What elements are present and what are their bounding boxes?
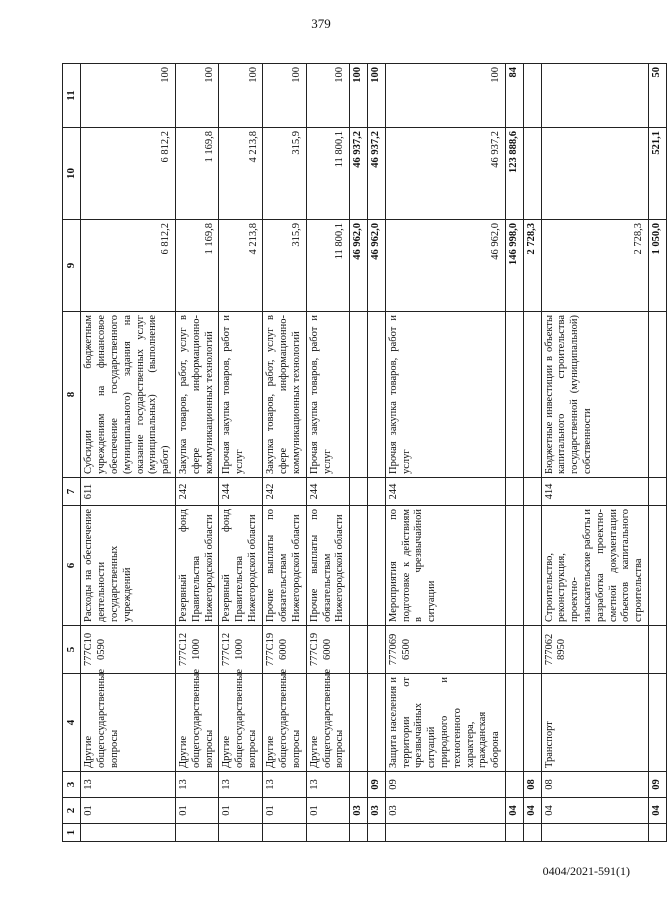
cell-target-code: 777С10 0590 <box>81 626 176 674</box>
cell-actual: 46 937,2 <box>350 128 368 220</box>
cell-target-code <box>505 626 523 674</box>
cell-target-name <box>505 506 523 626</box>
cell-subsection-name <box>648 674 666 772</box>
cell-target-name <box>523 506 541 626</box>
cell-target-code: 777062 8950 <box>541 626 648 674</box>
document-code: 0404/2021-591(1) <box>542 864 630 878</box>
cell-expense-name <box>648 312 666 478</box>
cell-col1 <box>306 824 349 842</box>
cell-expense-type <box>367 478 385 506</box>
cell-subsection: 13 <box>175 772 218 798</box>
cell-planned: 46 962,0 <box>385 220 505 312</box>
cell-expense-type <box>350 478 368 506</box>
cell-planned: 315,9 <box>263 220 306 312</box>
cell-expense-type: 611 <box>81 478 176 506</box>
cell-percent: 100 <box>175 64 218 128</box>
cell-target-code: 777С19 6000 <box>306 626 349 674</box>
table-row <box>175 64 218 842</box>
cell-planned: 11 800,1 <box>306 220 349 312</box>
table-row <box>81 64 176 842</box>
cell-subsection-name: Транспорт <box>541 674 648 772</box>
cell-section: 01 <box>263 798 306 824</box>
cell-subsection: 09 <box>385 772 505 798</box>
cell-target-name: Прочие выплаты по обязательствам Нижегородской области <box>263 506 306 626</box>
cell-percent: 50 <box>648 64 666 128</box>
cell-expense-type: 244 <box>385 478 505 506</box>
cell-expense-name: Субсидии бюджетным учреждениям на финансовое обеспечение государственного (муниципального) задания на оказание государственных услуг (муниципальных) (выполнение работ) <box>81 312 176 478</box>
page-number: 379 <box>311 16 331 31</box>
subsection-total-row <box>648 64 666 842</box>
subsection-total-row <box>523 64 541 842</box>
cell-actual: 11 800,1 <box>306 128 349 220</box>
cell-target-name: Строительство, реконструкция, проектно-изыскательские работы и разработка проектно-сметной документации объектов капитального строительства <box>541 506 648 626</box>
header-cell: 7 <box>63 478 81 506</box>
cell-col1 <box>81 824 176 842</box>
cell-actual: 46 937,2 <box>385 128 505 220</box>
cell-section: 03 <box>350 798 368 824</box>
cell-actual: 6 812,2 <box>81 128 176 220</box>
header-cell: 5 <box>63 626 81 674</box>
cell-expense-name: Прочая закупка товаров, работ и услуг <box>219 312 263 478</box>
cell-col1 <box>367 824 385 842</box>
cell-expense-type: 242 <box>175 478 218 506</box>
cell-subsection-name: Другие общегосударственные вопросы <box>81 674 176 772</box>
cell-target-name: Расходы на обеспечение деятельности государственных учреждений <box>81 506 176 626</box>
cell-target-name <box>367 506 385 626</box>
cell-target-code: 777С12 1000 <box>219 626 263 674</box>
table-row <box>306 64 349 842</box>
budget-table <box>62 63 667 842</box>
cell-expense-type: 242 <box>263 478 306 506</box>
cell-subsection-name: Другие общегосударственные вопросы <box>175 674 218 772</box>
cell-actual: 315,9 <box>263 128 306 220</box>
cell-percent: 100 <box>350 64 368 128</box>
cell-target-code: 777С19 6000 <box>263 626 306 674</box>
cell-target-name: Прочие выплаты по обязательствам Нижегородской области <box>306 506 349 626</box>
cell-planned: 146 998,0 <box>505 220 523 312</box>
cell-actual: 1 169,8 <box>175 128 218 220</box>
cell-expense-type: 244 <box>306 478 349 506</box>
cell-percent: 100 <box>385 64 505 128</box>
cell-expense-name <box>505 312 523 478</box>
cell-col1 <box>175 824 218 842</box>
cell-planned: 1 169,8 <box>175 220 218 312</box>
cell-section: 04 <box>523 798 541 824</box>
table-row <box>219 64 263 842</box>
cell-subsection: 13 <box>263 772 306 798</box>
cell-target-code <box>523 626 541 674</box>
section-total-row <box>505 64 523 842</box>
cell-subsection: 08 <box>523 772 541 798</box>
cell-expense-type <box>523 478 541 506</box>
cell-subsection: 09 <box>367 772 385 798</box>
cell-percent: 100 <box>306 64 349 128</box>
cell-col1 <box>505 824 523 842</box>
header-cell: 9 <box>63 220 81 312</box>
cell-target-code <box>367 626 385 674</box>
cell-planned: 2 728,3 <box>541 220 648 312</box>
cell-target-code: 777С12 1000 <box>175 626 218 674</box>
rotated-table-container <box>62 64 662 842</box>
header-cell: 6 <box>63 506 81 626</box>
cell-target-name: Мероприятия по подготовке к действиям в чрезвычайной ситуации <box>385 506 505 626</box>
header-cell: 10 <box>63 128 81 220</box>
cell-section: 04 <box>505 798 523 824</box>
cell-col1 <box>648 824 666 842</box>
cell-planned: 6 812,2 <box>81 220 176 312</box>
cell-percent: 100 <box>367 64 385 128</box>
cell-target-name: Резервный фонд Правительства Нижегородской области <box>219 506 263 626</box>
cell-section: 03 <box>385 798 505 824</box>
cell-subsection-name: Защита населения и территории от чрезвычайных ситуаций природного и техногенного характера, гражданская оборона <box>385 674 505 772</box>
cell-subsection-name: Другие общегосударственные вопросы <box>219 674 263 772</box>
cell-section: 01 <box>219 798 263 824</box>
cell-percent: 100 <box>263 64 306 128</box>
cell-planned: 4 213,8 <box>219 220 263 312</box>
cell-subsection: 09 <box>648 772 666 798</box>
cell-percent: 100 <box>81 64 176 128</box>
cell-expense-name: Закупка товаров, работ, услуг в сфере информационно-коммуникационных технологий <box>175 312 218 478</box>
cell-percent <box>541 64 648 128</box>
cell-expense-name: Закупка товаров, работ, услуг в сфере информационно-коммуникационных технологий <box>263 312 306 478</box>
cell-expense-type <box>648 478 666 506</box>
cell-subsection: 13 <box>219 772 263 798</box>
cell-col1 <box>350 824 368 842</box>
cell-col1 <box>263 824 306 842</box>
cell-actual <box>523 128 541 220</box>
cell-target-name <box>350 506 368 626</box>
cell-planned: 46 962,0 <box>367 220 385 312</box>
cell-target-code <box>648 626 666 674</box>
cell-percent <box>523 64 541 128</box>
subsection-total-row <box>367 64 385 842</box>
cell-expense-name: Прочая закупка товаров, работ и услуг <box>385 312 505 478</box>
cell-col1 <box>523 824 541 842</box>
cell-section: 01 <box>81 798 176 824</box>
cell-expense-name <box>523 312 541 478</box>
cell-actual: 123 888,6 <box>505 128 523 220</box>
table-row <box>541 64 648 842</box>
cell-target-name <box>648 506 666 626</box>
cell-percent: 100 <box>219 64 263 128</box>
cell-subsection-name: Другие общегосударственные вопросы <box>306 674 349 772</box>
cell-subsection: 13 <box>306 772 349 798</box>
cell-expense-name: Прочая закупка товаров, работ и услуг <box>306 312 349 478</box>
cell-expense-name <box>367 312 385 478</box>
cell-section: 04 <box>541 798 648 824</box>
cell-target-code <box>350 626 368 674</box>
cell-section: 01 <box>306 798 349 824</box>
cell-expense-name <box>350 312 368 478</box>
cell-planned: 46 962,0 <box>350 220 368 312</box>
header-cell: 11 <box>63 64 81 128</box>
cell-actual: 4 213,8 <box>219 128 263 220</box>
cell-planned: 2 728,3 <box>523 220 541 312</box>
table-row <box>385 64 505 842</box>
cell-subsection-name <box>523 674 541 772</box>
cell-subsection: 08 <box>541 772 648 798</box>
cell-expense-type <box>505 478 523 506</box>
header-cell: 4 <box>63 674 81 772</box>
cell-section: 01 <box>175 798 218 824</box>
cell-target-name: Резервный фонд Правительства Нижегородской области <box>175 506 218 626</box>
header-cell: 1 <box>63 824 81 842</box>
header-cell: 3 <box>63 772 81 798</box>
cell-col1 <box>541 824 648 842</box>
cell-planned: 1 050,0 <box>648 220 666 312</box>
cell-percent: 84 <box>505 64 523 128</box>
cell-subsection: 13 <box>81 772 176 798</box>
section-total-row <box>350 64 368 842</box>
cell-actual: 521,1 <box>648 128 666 220</box>
cell-expense-type: 414 <box>541 478 648 506</box>
cell-subsection <box>350 772 368 798</box>
table-row <box>263 64 306 842</box>
cell-actual <box>541 128 648 220</box>
cell-subsection-name: Другие общегосударственные вопросы <box>263 674 306 772</box>
cell-section: 04 <box>648 798 666 824</box>
cell-section: 03 <box>367 798 385 824</box>
cell-subsection <box>505 772 523 798</box>
cell-subsection-name <box>350 674 368 772</box>
cell-subsection-name <box>367 674 385 772</box>
header-cell: 8 <box>63 312 81 478</box>
header-row <box>63 64 81 842</box>
cell-actual: 46 937,2 <box>367 128 385 220</box>
cell-expense-name: Бюджетные инвестиции в объекты капитального строительства государственной (муниципальной) собственности <box>541 312 648 478</box>
header-cell: 2 <box>63 798 81 824</box>
cell-subsection-name <box>505 674 523 772</box>
cell-target-code: 777069 6500 <box>385 626 505 674</box>
cell-col1 <box>219 824 263 842</box>
cell-col1 <box>385 824 505 842</box>
cell-expense-type: 244 <box>219 478 263 506</box>
